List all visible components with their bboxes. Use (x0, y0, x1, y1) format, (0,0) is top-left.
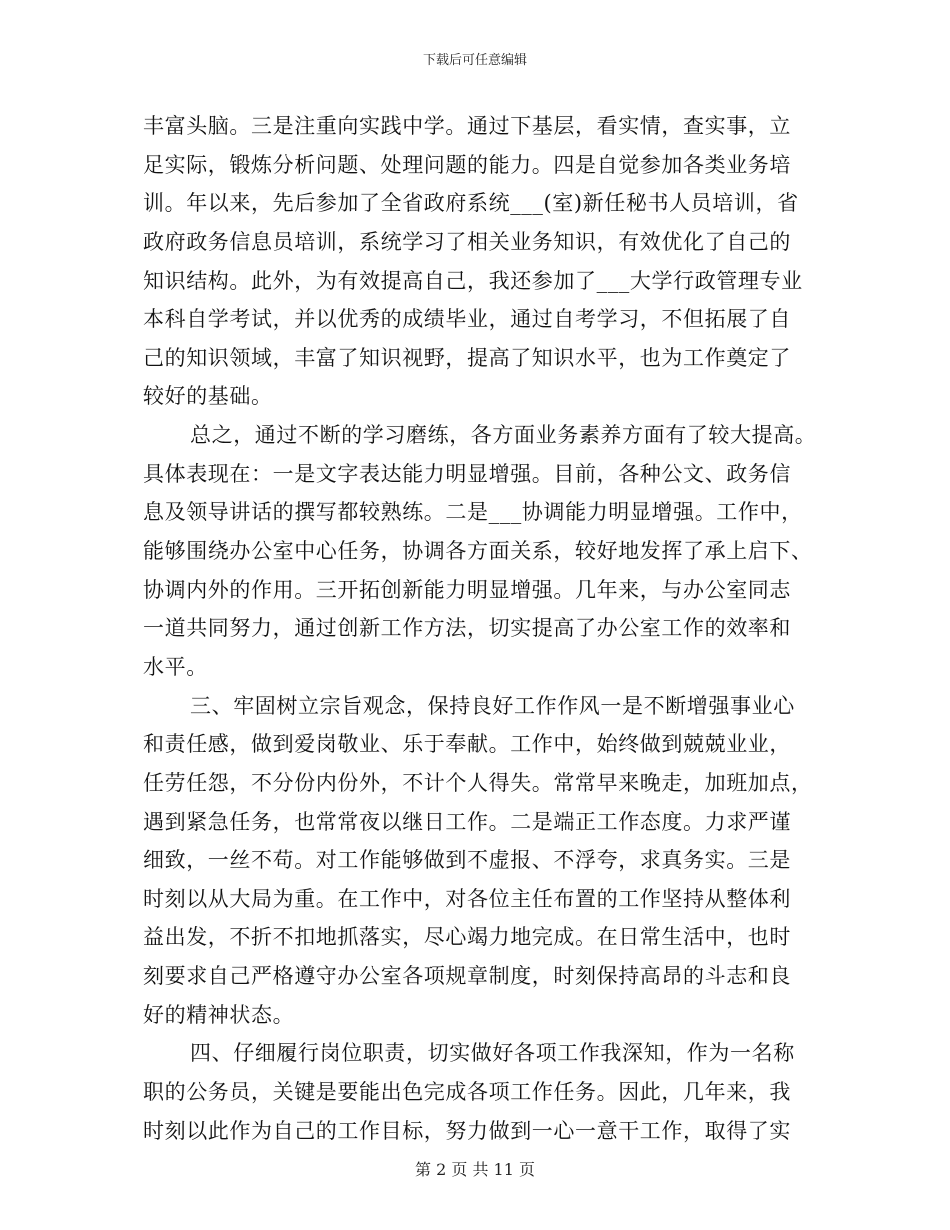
text-line: 己的知识领域，丰富了知识视野，提高了知识水平，也为工作奠定了 (143, 345, 791, 370)
text-line: 足实际，锻炼分析问题、处理问题的能力。四是自觉参加各类业务培 (143, 152, 791, 177)
text-line: 益出发，不折不扣地抓落实，尽心竭力地完成。在日常生活中，也时 (143, 925, 791, 950)
text-line: 一道共同努力，通过创新工作方法，切实提高了办公室工作的效率和 (143, 616, 791, 641)
text-line: 训。年以来，先后参加了全省政府系统___(室)新任秘书人员培训，省 (143, 191, 799, 216)
text-line: 具体表现在：一是文字表达能力明显增强。目前，各种公文、政务信 (143, 461, 791, 486)
text-line: 刻要求自己严格遵守办公室各项规章制度，时刻保持高昂的斗志和良 (143, 964, 791, 989)
page-footer: 第 2 页 共 11 页 (415, 1160, 535, 1179)
text-line: 政府政务信息员培训，系统学习了相关业务知识，有效优化了自己的 (143, 229, 791, 254)
paragraph-first-line: 三、牢固树立宗旨观念，保持良好工作作风一是不断增强事业心 (190, 693, 795, 718)
text-line: 较好的基础。 (143, 384, 273, 409)
paragraph-first-line: 总之，通过不断的学习磨练，各方面业务素养方面有了较大提高。 (190, 423, 817, 448)
text-line: 好的精神状态。 (143, 1002, 295, 1027)
text-line: 协调内外的作用。三开拓创新能力明显增强。几年来，与办公室同志 (143, 577, 791, 602)
text-line: 本科自学考试，并以优秀的成绩毕业，通过自考学习，不但拓展了自 (143, 307, 791, 332)
text-line: 时刻以从大局为重。在工作中，对各位主任布置的工作坚持从整体利 (143, 886, 791, 911)
text-line: 遇到紧急任务，也常常夜以继日工作。二是端正工作态度。力求严谨 (143, 809, 791, 834)
text-line: 丰富头脑。三是注重向实践中学。通过下基层，看实情，查实事，立 (143, 114, 791, 138)
text-line: 知识结构。此外，为有效提高自己，我还参加了___大学行政管理专业 (143, 268, 803, 293)
text-line: 职的公务员，关键是要能出色完成各项工作任务。因此，几年来，我 (143, 1080, 791, 1105)
paragraph-first-line: 四、仔细履行岗位职责，切实做好各项工作我深知，作为一名称 (190, 1041, 795, 1066)
text-line: 和责任感，做到爱岗敬业、乐于奉献。工作中，始终做到兢兢业业， (143, 732, 791, 757)
text-line: 能够围绕办公室中心任务，协调各方面关系，较好地发挥了承上启下、 (143, 539, 813, 564)
text-line: 息及领导讲话的撰写都较熟练。二是___协调能力明显增强。工作中， (143, 500, 803, 525)
page-header: 下载后可任意编辑 (422, 53, 527, 68)
text-line: 时刻以此作为自己的工作目标，努力做到一心一意干工作，取得了实 (143, 1118, 791, 1143)
text-line: 细致，一丝不苟。对工作能够做到不虚报、不浮夸，求真务实。三是 (143, 848, 791, 873)
text-line: 任劳任怨，不分份内份外，不计个人得失。常常早来晚走，加班加点， (143, 770, 813, 795)
body-text (143, 107, 817, 1150)
text-line: 水平。 (143, 654, 208, 679)
